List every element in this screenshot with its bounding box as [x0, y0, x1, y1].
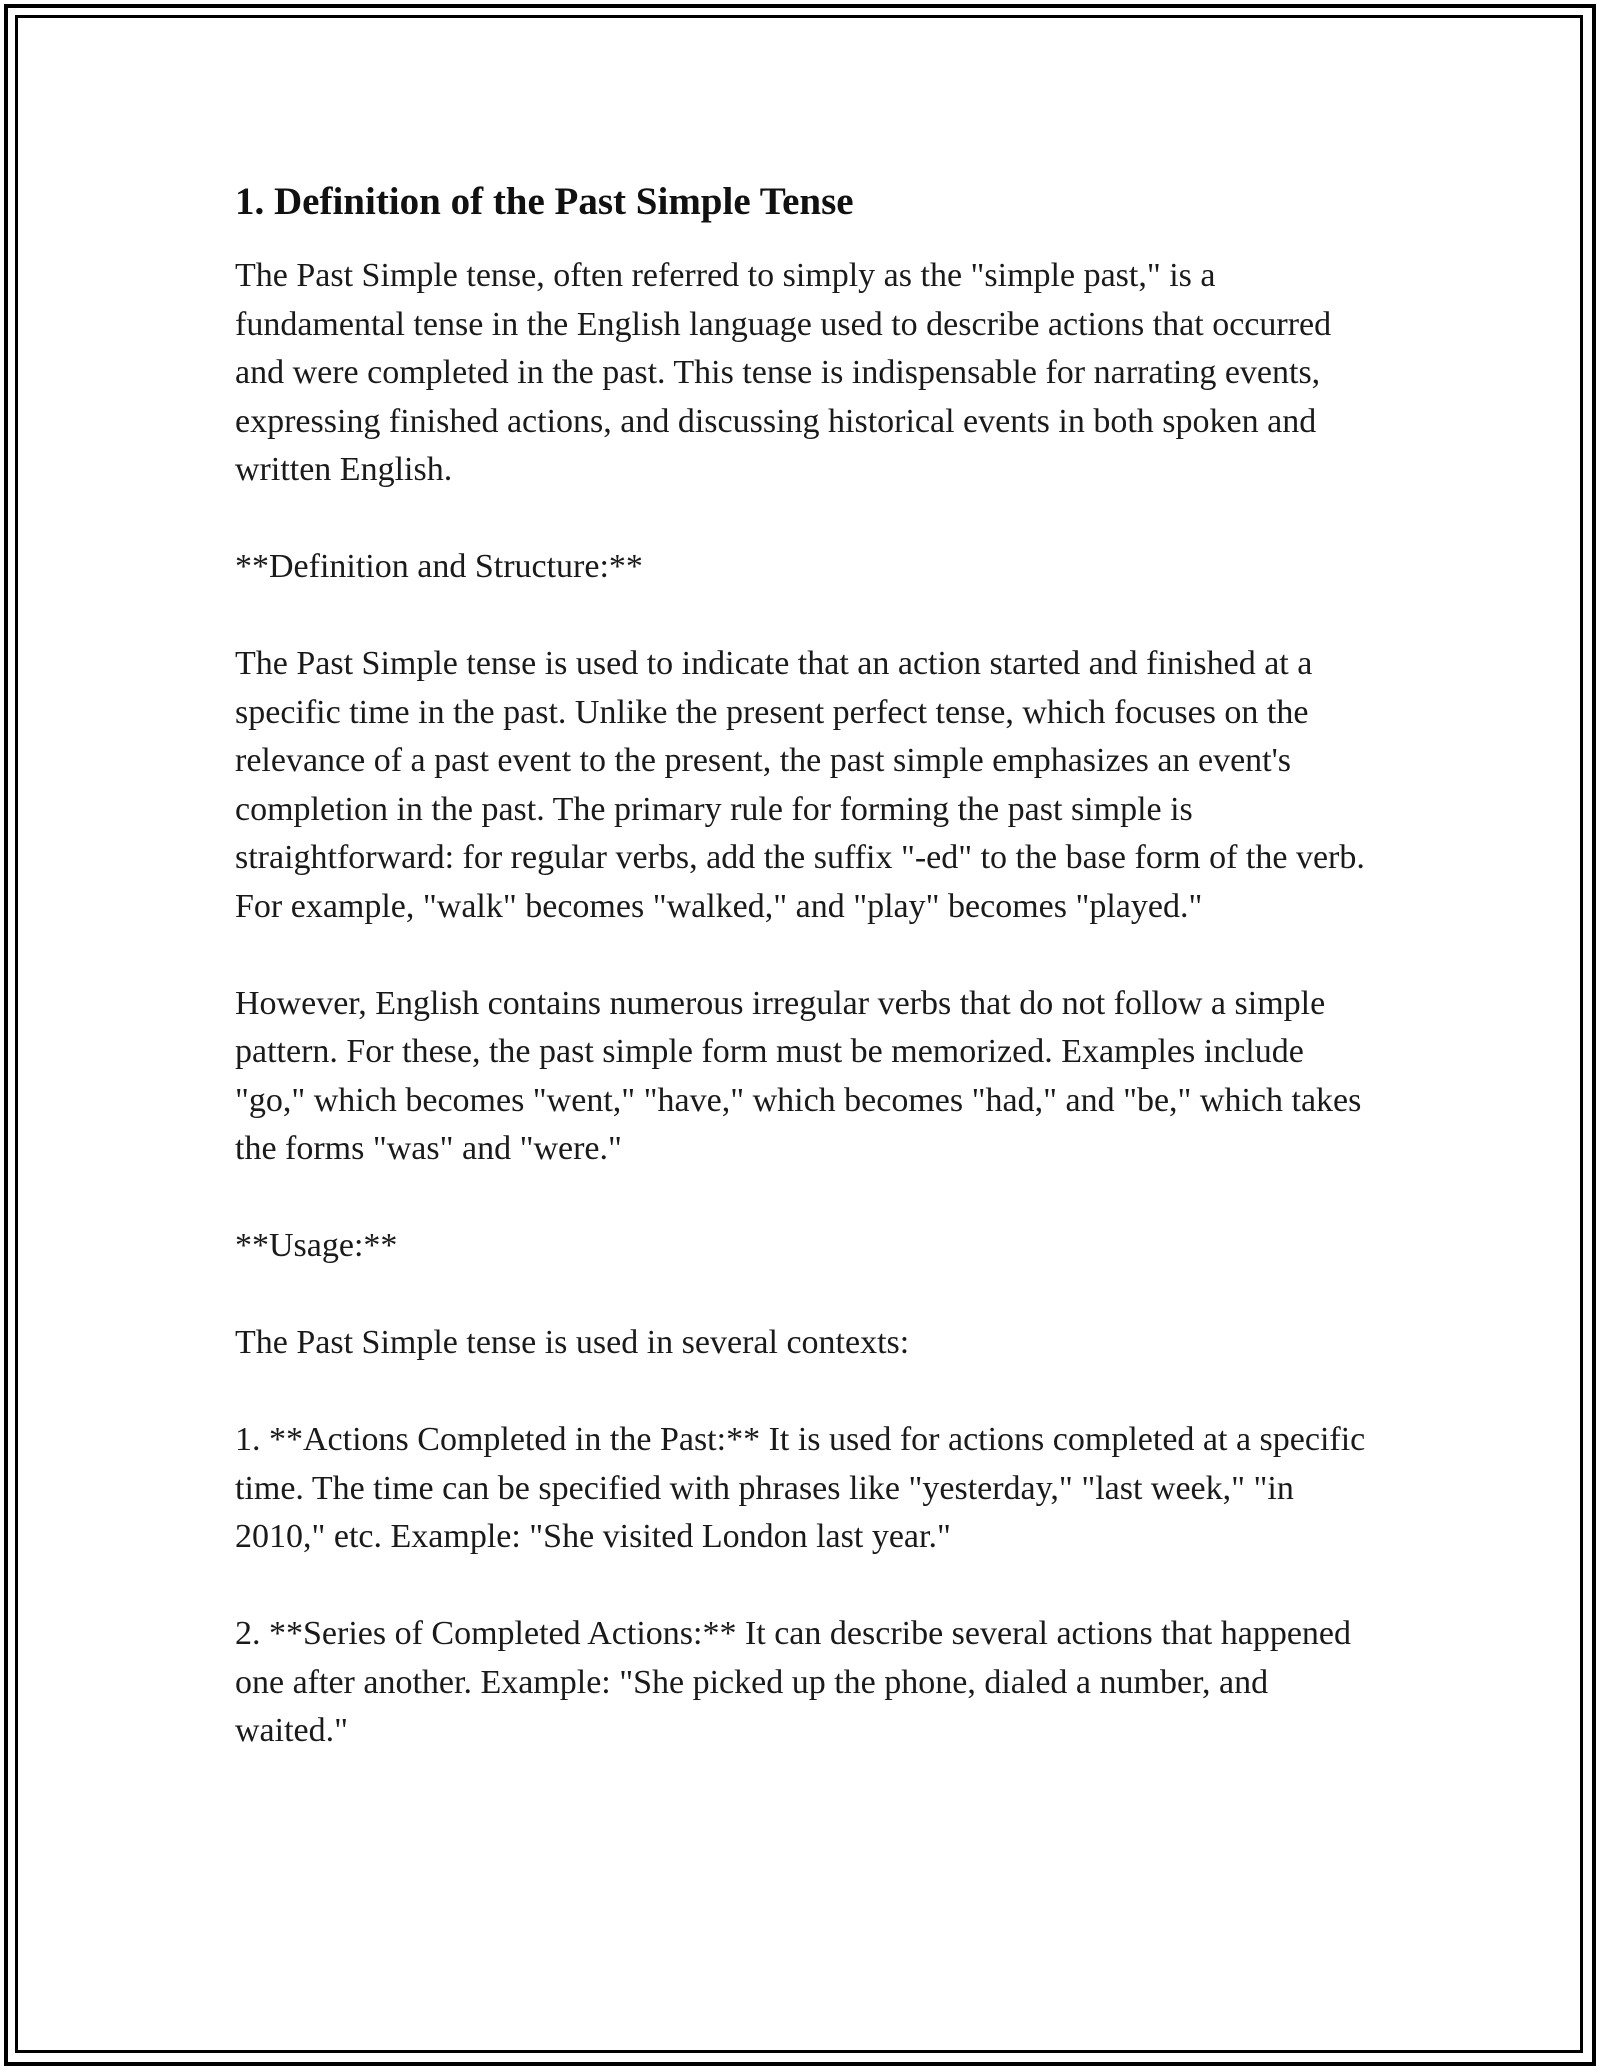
structure-paragraph: The Past Simple tense is used to indicate that an action started and finished at a specific time in the past. Unlike the present perfect tense, which focuses on the relevance of a past event to the present, the past simple emphasizes an event's completion in the past. The primary rule for forming the past simple is straightforward: for regular verbs, add the suffix "-ed" to the base form of the verb. For example, "walk" becomes "walked," and "play" becomes "played." [235, 645, 1365, 925]
usage-item-1: 1. **Actions Completed in the Past:** It is used for actions completed at a specific time. The time can be specified with phrases like "yesterday," "last week," "in 2010," etc. Example: "She visited London last year." [235, 1421, 1366, 1555]
document-body [235, 178, 1375, 1756]
intro-paragraph: The Past Simple tense, often referred to simply as the "simple past," is a fundamental tense in the English language used to describe actions that occurred and were completed in the past. This tense is indispensable for narrating events, expressing finished actions, and discussing historical events in both spoken and written English. [235, 257, 1332, 488]
usage-label: **Usage:** [235, 1227, 398, 1264]
usage-item-2: 2. **Series of Completed Actions:** It can describe several actions that happened one after another. Example: "She picked up the phone, dialed a number, and waited." [235, 1615, 1352, 1749]
section-heading: 1. Definition of the Past Simple Tense [235, 180, 854, 223]
definition-structure-label: **Definition and Structure:** [235, 548, 643, 585]
irregular-verbs-paragraph: However, English contains numerous irregular verbs that do not follow a simple pattern. For these, the past simple form must be memorized. Examples include "go," which becomes "went," "have," which becomes "had," and "be," which takes the forms "was" and "were." [235, 984, 1362, 1167]
usage-intro-paragraph: The Past Simple tense is used in several contexts: [235, 1324, 910, 1361]
